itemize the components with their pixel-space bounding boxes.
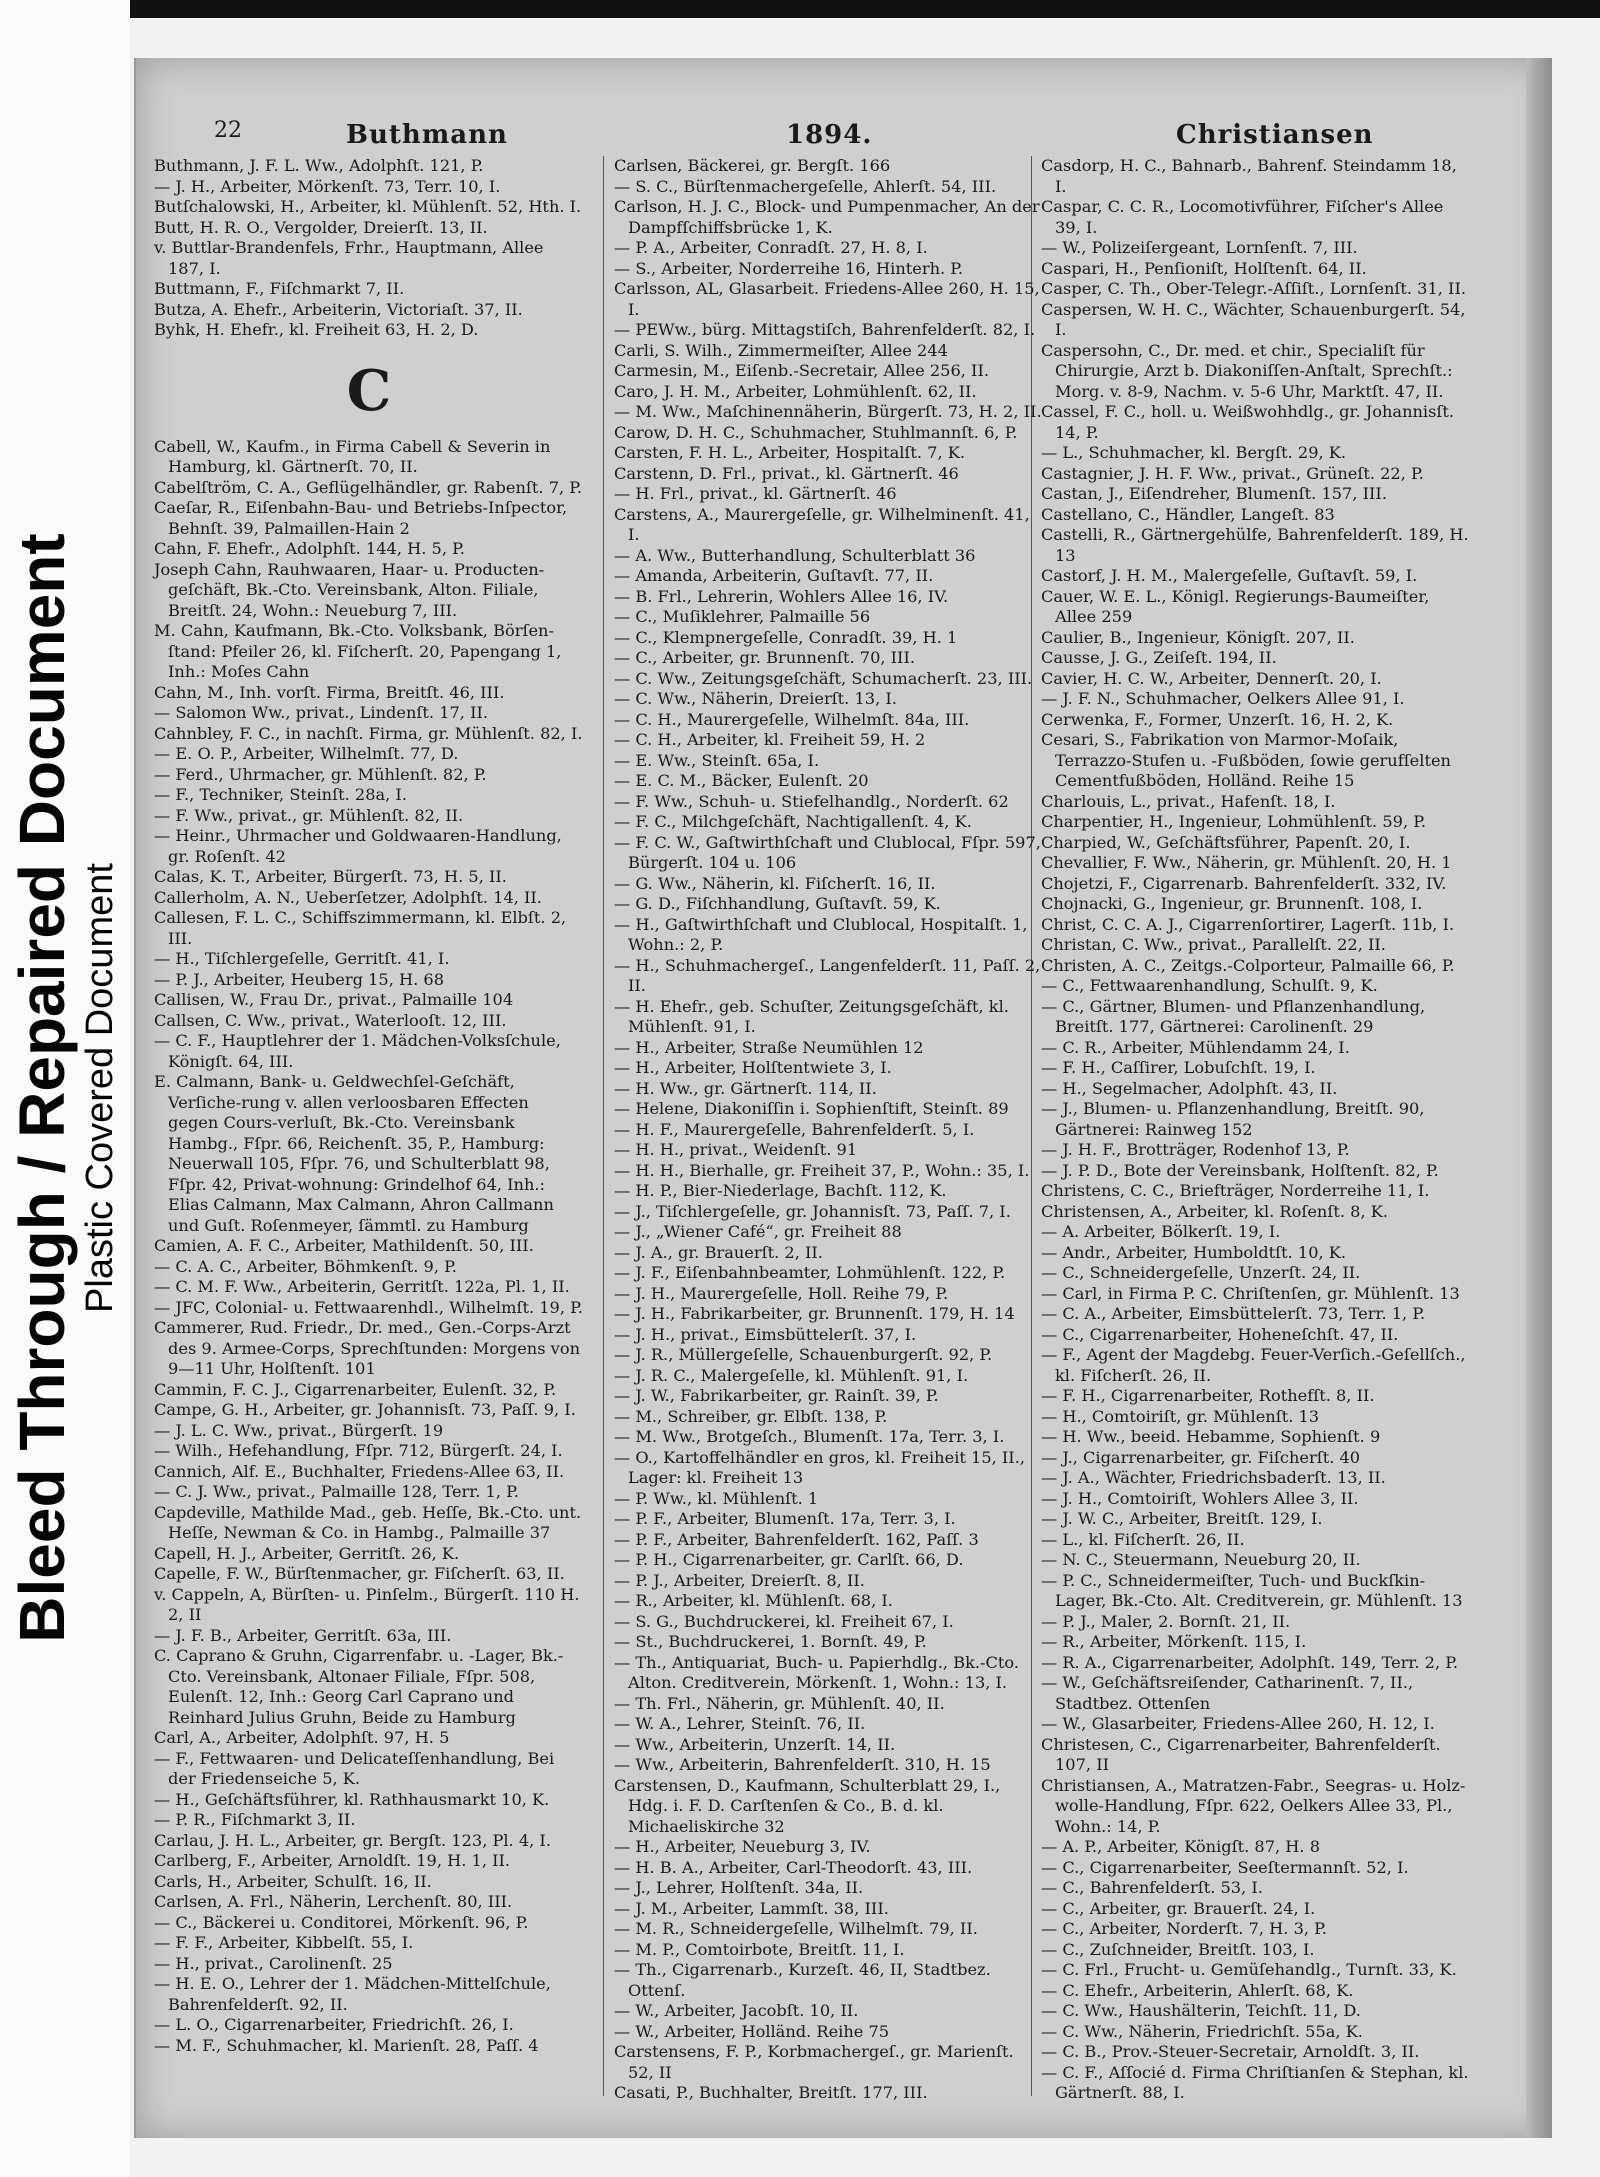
- directory-entry: — F., Agent der Magdebg. Feuer-Verſich.-Geſellſch., kl. Fiſcherſt. 26, II.: [1041, 1345, 1466, 1385]
- directory-entry: — P. J., Maler, 2. Bornſt. 21, II.: [1041, 1611, 1291, 1631]
- directory-entry: — C., Klempnergeſelle, Conradſt. 39, H. 1: [614, 627, 958, 647]
- directory-entry: — J., „Wiener Café“, gr. Freiheit 88: [614, 1222, 902, 1241]
- directory-entry: — C., Gärtner, Blumen- und Pflanzenhandlung, Breitſt. 177, Gärtnerei: Carolinenſt. 29: [1041, 996, 1426, 1036]
- header-left: Buthmann: [346, 120, 508, 150]
- directory-entry: Cahn, M., Inh. vorſt. Firma, Breitſt. 46, III.: [154, 682, 505, 702]
- directory-entry: Charpentier, H., Ingenieur, Lohmühlenſt. 59, P.: [1041, 812, 1426, 831]
- directory-entry: Christiansen, A., Matratzen-Fabr., Seegras- u. Holz-wolle-Handlung, Fſpr. 622, Oelkers Allee 33, Pl., Wohn.: 14, P.: [1041, 1775, 1466, 1836]
- directory-entry: — C. Ww., Näherin, Dreierſt. 13, I.: [614, 689, 897, 708]
- entry-list: [154, 156, 584, 341]
- directory-entry: — R. A., Cigarrenarbeiter, Adolphſt. 149, Terr. 2, P.: [1041, 1652, 1459, 1672]
- directory-entry: — P. R., Fiſchmarkt 3, II.: [154, 1810, 356, 1829]
- directory-entry: — J. A., gr. Brauerſt. 2, II.: [614, 1242, 823, 1262]
- directory-entry: — H. Ww., gr. Gärtnerſt. 114, II.: [614, 1078, 877, 1098]
- directory-entry: — H. B. A., Arbeiter, Carl-Theodorſt. 43, III.: [614, 1857, 973, 1877]
- directory-entry: Castan, J., Eiſendreher, Blumenſt. 157, III.: [1041, 484, 1387, 503]
- directory-entry: Carmesin, M., Eiſenb.-Secretair, Allee 256, II.: [614, 361, 989, 380]
- side-label: [7, 533, 123, 1642]
- directory-entry: Castorf, J. H. M., Malergeſelle, Guſtavſt. 59, I.: [1041, 566, 1418, 585]
- directory-entry: Carstens, A., Maurergeſelle, gr. Wilhelminenſt. 41, I.: [614, 504, 1030, 544]
- directory-entry: Chojetzi, F., Cigarrenarb. Bahrenfelderſt. 332, IV.: [1041, 873, 1447, 893]
- directory-page: [134, 58, 1552, 2138]
- directory-entry: — Andr., Arbeiter, Humboldtſt. 10, K.: [1041, 1242, 1347, 1262]
- directory-entry: Cammin, F. C. J., Cigarrenarbeiter, Eulenſt. 32, P.: [154, 1379, 557, 1399]
- section-letter: C: [346, 357, 392, 424]
- directory-entry: — W., Glasarbeiter, Friedens-Allee 260, H. 12, I.: [1041, 1714, 1435, 1733]
- directory-entry: Castellano, C., Händler, Langeſt. 83: [1041, 504, 1335, 524]
- directory-entry: — P. J., Arbeiter, Dreierſt. 8, II.: [614, 1570, 865, 1590]
- directory-entry: — N. C., Steuermann, Neueburg 20, II.: [1041, 1550, 1361, 1569]
- directory-entry: — P. A., Arbeiter, Conradſt. 27, H. 8, I.: [614, 238, 928, 257]
- directory-entry: Cerwenka, F., Former, Unzerſt. 16, H. 2, K.: [1041, 709, 1394, 729]
- directory-entry: Caeſar, R., Eiſenbahn-Bau- und Betriebs-Inſpector, Behnſt. 39, Palmaillen-Hain 2: [154, 498, 568, 538]
- directory-entry: Carls, H., Arbeiter, Schulſt. 16, II.: [154, 1871, 432, 1891]
- directory-entry: — P. F., Arbeiter, Blumenſt. 17a, Terr. 3, I.: [614, 1509, 956, 1528]
- directory-entry: — C., Bahrenfelderſt. 53, I.: [1041, 1878, 1263, 1897]
- directory-entry: — Wilh., Hefehandlung, Fſpr. 712, Bürgerſt. 24, I.: [154, 1441, 563, 1460]
- directory-entry: — H. Ww., beeid. Hebamme, Sophienſt. 9: [1041, 1427, 1381, 1446]
- directory-entry: Caspersohn, C., Dr. med. et chir., Specialiſt für Chirurgie, Arzt b. Diakoniſſen-Anſtalt, Sprechſt.: Morg. v. 8-9, Nachm. v. 5-6 Uhr, Marktſt. 47, II.: [1041, 340, 1453, 401]
- directory-entry: — Salomon Ww., privat., Lindenſt. 17, II.: [154, 703, 489, 722]
- directory-entry: — H. Ehefr., geb. Schuſter, Zeitungsgeſchäft, kl. Mühlenſt. 91, I.: [614, 996, 1009, 1036]
- directory-entry: — J. R., Müllergeſelle, Schauenburgerſt. 92, P.: [614, 1345, 993, 1364]
- directory-entry: Castagnier, J. H. F. Ww., privat., Grüneſt. 22, P.: [1041, 463, 1424, 483]
- directory-entry: — Th., Antiquariat, Buch- u. Papierhdlg., Bk.-Cto. Alton. Creditverein, Mörkenſt. 1, Wohn.: 13, I.: [614, 1652, 1019, 1692]
- directory-entry: Cauer, W. E. L., Königl. Regierungs-Baumeiſter, Allee 259: [1041, 586, 1430, 626]
- directory-entry: Carstensens, F. P., Korbmachergeſ., gr. Marienſt. 52, II: [614, 2042, 1014, 2082]
- directory-entry: — H., Tiſchlergeſelle, Gerritſt. 41, I.: [154, 949, 450, 968]
- directory-entry: — M. R., Schneidergeſelle, Wilhelmſt. 79, II.: [614, 1919, 978, 1938]
- directory-entry: — JFC, Colonial- u. Fettwaarenhdl., Wilhelmſt. 19, P.: [154, 1297, 583, 1317]
- directory-entry: — Amanda, Arbeiterin, Guſtavſt. 77, II.: [614, 566, 934, 585]
- directory-entry: — Ww., Arbeiterin, Unzerſt. 14, II.: [614, 1734, 896, 1754]
- directory-entry: — C. Ww., Zeitungsgeſchäft, Schumacherſt. 23, III.: [614, 668, 1033, 688]
- directory-entry: — F., Techniker, Steinſt. 28a, I.: [154, 785, 407, 804]
- page-edge: [1526, 58, 1552, 2138]
- column-rule: [603, 156, 604, 2096]
- directory-entry: Carlsson, AL, Glasarbeit. Friedens-Allee 260, H. 15, I.: [614, 279, 1040, 319]
- directory-entry: — M. Ww., Brotgeſch., Blumenſt. 17a, Terr. 3, I.: [614, 1427, 1005, 1446]
- directory-entry: — J. A., Wächter, Friedrichsbaderſt. 13, II.: [1041, 1468, 1386, 1487]
- directory-entry: — E. O. P., Arbeiter, Wilhelmſt. 77, D.: [154, 744, 459, 763]
- directory-entry: — PEWw., bürg. Mittagstiſch, Bahrenfelderſt. 82, I.: [614, 320, 1036, 339]
- directory-entry: Charlouis, L., privat., Hafenſt. 18, I.: [1041, 791, 1336, 811]
- directory-entry: — M. F., Schuhmacher, kl. Marienſt. 28, Paſſ. 4: [154, 2035, 539, 2055]
- directory-entry: — S. G., Buchdruckerei, kl. Freiheit 67, I.: [614, 1611, 954, 1631]
- directory-entry: — H., Comtoiriſt, gr. Mühlenſt. 13: [1041, 1406, 1320, 1426]
- directory-entry: Calas, K. T., Arbeiter, Bürgerſt. 73, H. 5, II.: [154, 867, 507, 886]
- directory-entry: v. Buttlar-Brandenfels, Frhr., Hauptmann, Allee 187, I.: [154, 238, 544, 278]
- directory-entry: Carli, S. Wilh., Zimmermeiſter, Allee 244: [614, 340, 948, 360]
- directory-entry: — C. Frl., Frucht- u. Gemüſehandlg., Turnſt. 33, K.: [1041, 1960, 1457, 1979]
- directory-entry: — C. M. F. Ww., Arbeiterin, Gerritſt. 122a, Pl. 1, II.: [154, 1277, 570, 1296]
- directory-entry: — J., Blumen- u. Pflanzenhandlung, Breitſt. 90, Gärtnerei: Rainweg 152: [1041, 1099, 1425, 1139]
- directory-entry: Caro, J. H. M., Arbeiter, Lohmühlenſt. 62, II.: [614, 381, 977, 401]
- directory-entry: — S. C., Bürſtenmachergeſelle, Ahlerſt. 54, III.: [614, 176, 997, 196]
- directory-entry: Carsten, F. H. L., Arbeiter, Hospitalſt. 7, K.: [614, 443, 966, 462]
- directory-entry: — Ferd., Uhrmacher, gr. Mühlenſt. 82, P.: [154, 764, 487, 784]
- directory-entry: Callesen, F. L. C., Schiffszimmermann, kl. Elbſt. 2, III.: [154, 908, 567, 948]
- directory-entry: — C., Zuſchneider, Breitſt. 103, I.: [1041, 1939, 1315, 1959]
- directory-entry: Casati, P., Buchhalter, Breitſt. 177, III.: [614, 2083, 928, 2102]
- header-center: 1894.: [786, 120, 873, 150]
- directory-entry: — L., kl. Fiſcherſt. 26, II.: [1041, 1529, 1245, 1549]
- directory-entry: — C. H., Maurergeſelle, Wilhelmſt. 84a, III.: [614, 709, 970, 729]
- directory-entry: E. Calmann, Bank- u. Geldwechſel-Geſchäft, Verſiche-rung v. allen verloosbaren Effecten gegen Cours-verluſt, Bk.-Cto. Vereinsbank Hambg., Fſpr. 66, Reichenſt. 35, P., Hamburg: Neuerwall 105, Fſpr. 76, und Schulterblatt 98, Fſpr. 42, Privat-wohnung: Grindelhof 64, Inh.: Elias Calmann, Max Calmann, Ahron Callmann und Guſt. Roſenmeyer, ſämmtl. zu Hamburg: [154, 1072, 554, 1235]
- directory-entry: C. Caprano & Gruhn, Cigarrenfabr. u. -Lager, Bk.-Cto. Vereinsbank, Altonaer Filiale, Fſpr. 508, Eulenſt. 12, Inh.: Georg Carl Caprano und Reinhard Julius Gruhn, Beide zu Hamburg: [154, 1646, 564, 1727]
- directory-entry: — C., Schneidergeſelle, Unzerſt. 24, II.: [1041, 1263, 1361, 1282]
- directory-entry: — C. J. Ww., privat., Palmaille 128, Terr. 1, P.: [154, 1482, 519, 1501]
- directory-entry: Byhk, H. Ehefr., kl. Freiheit 63, H. 2, D.: [154, 320, 479, 339]
- directory-entry: — O., Kartoffelhändler en gros, kl. Freiheit 15, II., Lager: kl. Freiheit 13: [614, 1447, 1025, 1487]
- directory-entry: Christens, C. C., Briefträger, Norderreihe 11, I.: [1041, 1181, 1430, 1200]
- directory-entry: Castelli, R., Gärtnergehülfe, Bahrenfelderſt. 189, H. 13: [1041, 525, 1469, 565]
- directory-entry: — F. C. W., Gaſtwirthſchaft und Clublocal, Fſpr. 597, Bürgerſt. 104 u. 106: [614, 832, 1041, 872]
- directory-entry: — L. O., Cigarrenarbeiter, Friedrichſt. 26, I.: [154, 2015, 514, 2034]
- directory-entry: — H., Gaſtwirthſchaft und Clublocal, Hospitalſt. 1, Wohn.: 2, P.: [614, 914, 1028, 954]
- directory-entry: Casper, C. Th., Ober-Telegr.-Aſſiſt., Lornſenſt. 31, II.: [1041, 279, 1466, 298]
- directory-entry: — J. H., Arbeiter, Mörkenſt. 73, Terr. 10, I.: [154, 176, 501, 196]
- directory-entry: v. Cappeln, A, Bürſten- u. Pinſelm., Bürgerſt. 110 H. 2, II: [154, 1584, 580, 1624]
- directory-entry: — F. H., Cigarrenarbeiter, Rothefſt. 8, II.: [1041, 1386, 1375, 1405]
- directory-entry: — Helene, Diakoniſſin i. Sophienſtift, Steinſt. 89: [614, 1099, 1009, 1118]
- directory-entry: — C. A., Arbeiter, Eimsbüttelerſt. 73, Terr. 1, P.: [1041, 1304, 1426, 1323]
- directory-entry: — J. R. C., Malergeſelle, kl. Mühlenſt. 91, I.: [614, 1365, 969, 1385]
- directory-entry: — P. Ww., kl. Mühlenſt. 1: [614, 1488, 819, 1508]
- directory-entry: — C., Fettwaarenhandlung, Schulſt. 9, K.: [1041, 976, 1378, 995]
- directory-entry: — A. P., Arbeiter, Königſt. 87, H. 8: [1041, 1837, 1320, 1856]
- directory-entry: — C. B., Prov.-Steuer-Secretair, Arnoldſt. 3, II.: [1041, 2042, 1420, 2061]
- directory-entry: — H. H., privat., Weidenſt. 91: [614, 1140, 858, 1159]
- directory-entry: — H., Arbeiter, Holſtentwiete 3, I.: [614, 1058, 892, 1077]
- directory-entry: — Ww., Arbeiterin, Bahrenfelderſt. 310, H. 15: [614, 1755, 991, 1774]
- directory-entry: Caspar, C. C. R., Locomotivführer, Fiſcher's Allee 39, I.: [1041, 197, 1444, 237]
- directory-entry: Cabell, W., Kaufm., in Firma Cabell & Severin in Hamburg, kl. Gärtnerſt. 70, II.: [154, 436, 551, 476]
- directory-entry: Capelle, F. W., Bürſtenmacher, gr. Fiſcherſt. 63, II.: [154, 1564, 565, 1583]
- directory-entry: M. Cahn, Kaufmann, Bk.-Cto. Volksbank, Börſen-ſtand: Pfeiler 26, kl. Fiſcherſt. 20, Papengang 1, Inh.: Moſes Cahn: [154, 621, 562, 681]
- directory-entry: — H., Arbeiter, Neueburg 3, IV.: [614, 1837, 871, 1856]
- directory-entry: — J. H., privat., Eimsbüttelerſt. 37, I.: [614, 1324, 917, 1344]
- directory-entry: Buthmann, J. F. L. Ww., Adolphſt. 121, P.: [154, 156, 484, 175]
- directory-entry: Charpied, W., Geſchäftsführer, Papenſt. 20, I.: [1041, 832, 1411, 852]
- directory-entry: Cannich, Alf. E., Buchhalter, Friedens-Allee 63, II.: [154, 1461, 565, 1481]
- column-3: [1041, 156, 1471, 2104]
- directory-entry: — C. Ww., Haushälterin, Teichſt. 11, D.: [1041, 2001, 1361, 2020]
- directory-entry: Carl, A., Arbeiter, Adolphſt. 97, H. 5: [154, 1728, 450, 1747]
- directory-entry: — W., Geſchäftsreiſender, Catharinenſt. 7, II., Stadtbez. Ottenſen: [1041, 1673, 1414, 1713]
- column-2: [614, 156, 1044, 2104]
- directory-entry: — A. Ww., Butterhandlung, Schulterblatt 36: [614, 545, 976, 565]
- directory-entry: — C., Arbeiter, gr. Brunnenſt. 70, III.: [614, 648, 915, 667]
- directory-entry: Butt, H. R. O., Vergolder, Dreierſt. 13, II.: [154, 217, 488, 237]
- directory-entry: — B. Frl., Lehrerin, Wohlers Allee 16, IV.: [614, 586, 949, 606]
- directory-entry: Capdeville, Mathilde Mad., geb. Heſſe, Bk.-Cto. unt. Heſſe, Newman & Co. in Hambg., Palmaille 37: [154, 1502, 582, 1542]
- directory-entry: Christan, C. Ww., privat., Parallelſt. 22, II.: [1041, 935, 1386, 954]
- directory-entry: — W., Polizeiſergeant, Lornſenſt. 7, III.: [1041, 238, 1358, 257]
- directory-entry: — H. F., Maurergeſelle, Bahrenfelderſt. 5, I.: [614, 1119, 975, 1139]
- directory-entry: — F. Ww., privat., gr. Mühlenſt. 82, II.: [154, 805, 464, 825]
- directory-entry: — A. Arbeiter, Bölkerſt. 19, I.: [1041, 1222, 1281, 1241]
- directory-entry: — H. H., Bierhalle, gr. Freiheit 37, P., Wohn.: 35, I.: [614, 1160, 1030, 1180]
- directory-entry: Joseph Cahn, Rauhwaaren, Haar- u. Producten-geſchäft, Bk.-Cto. Vereinsbank, Alton. Filiale, Breitſt. 24, Wohn.: Neueburg 7, III.: [154, 559, 545, 620]
- directory-entry: Cammerer, Rud. Friedr., Dr. med., Gen.-Corps-Arzt des 9. Armee-Corps, Sprechſtunden: Morgens von 9—11 Uhr, Holſtenſt. 101: [154, 1318, 580, 1378]
- directory-entry: — H., Segelmacher, Adolphſt. 43, II.: [1041, 1078, 1338, 1098]
- directory-entry: — C. F., Aſſocié d. Firma Chriſtianſen & Stephan, kl. Gärtnerſt. 88, I.: [1041, 2062, 1469, 2102]
- directory-entry: Butza, A. Ehefr., Arbeiterin, Victoriaſt. 37, II.: [154, 299, 523, 319]
- directory-entry: — J., Lehrer, Holſtenſt. 34a, II.: [614, 1878, 864, 1897]
- directory-entry: Butſchalowski, H., Arbeiter, kl. Mühlenſt. 52, Hth. I.: [154, 197, 582, 216]
- directory-entry: — J. W., Fabrikarbeiter, gr. Rainſt. 39, P.: [614, 1386, 939, 1405]
- top-strip: [0, 0, 1600, 18]
- directory-entry: — H. Frl., privat., kl. Gärtnerſt. 46: [614, 484, 897, 503]
- directory-entry: — Carl, in Firma P. C. Chriſtenſen, gr. Mühlenſt. 13: [1041, 1283, 1460, 1303]
- directory-entry: — C. H., Arbeiter, kl. Freiheit 59, H. 2: [614, 730, 926, 749]
- directory-entry: — C. F., Hauptlehrer der 1. Mädchen-Volksſchule, Königſt. 64, III.: [154, 1031, 561, 1071]
- directory-entry: Carlsen, Bäckerei, gr. Bergſt. 166: [614, 156, 891, 175]
- directory-entry: — M., Schreiber, gr. Elbſt. 138, P.: [614, 1406, 888, 1426]
- directory-entry: — F. H., Caſſirer, Lobuſchſt. 19, I.: [1041, 1058, 1316, 1077]
- directory-entry: Campe, G. H., Arbeiter, gr. Johannisſt. 73, Paſſ. 9, I.: [154, 1400, 576, 1419]
- directory-entry: Cesari, S., Fabrikation von Marmor-Moſaik, Terrazzo-Stufen u. -Fußböden, ſowie gerufſelten Cementfußböden, Holländ. Reihe 15: [1041, 730, 1451, 790]
- directory-entry: — J. F., Eiſenbahnbeamter, Lohmühlenſt. 122, P.: [614, 1263, 1006, 1282]
- directory-entry: Carlsen, A. Frl., Näherin, Lerchenſt. 80, III.: [154, 1892, 513, 1911]
- directory-entry: — P. J., Arbeiter, Heuberg 15, H. 68: [154, 969, 444, 989]
- directory-entry: — S., Arbeiter, Norderreihe 16, Hinterh. P.: [614, 258, 964, 278]
- directory-entry: Cahn, F. Ehefr., Adolphſt. 144, H. 5, P.: [154, 539, 465, 558]
- directory-entry: — H., privat., Carolinenſt. 25: [154, 1953, 393, 1973]
- directory-entry: Caulier, B., Ingenieur, Königſt. 207, II.: [1041, 627, 1355, 647]
- directory-entry: — Th., Cigarrenarb., Kurzeſt. 46, II, Stadtbez. Ottenſ.: [614, 1960, 991, 2000]
- directory-entry: — F. C., Milchgeſchäft, Nachtigallenſt. 4, K.: [614, 812, 972, 831]
- directory-entry: — F. F., Arbeiter, Kibbelſt. 55, I.: [154, 1933, 414, 1952]
- directory-entry: — E. Ww., Steinſt. 65a, I.: [614, 750, 820, 770]
- directory-entry: — H., Schuhmachergeſ., Langenfelderſt. 11, Paſſ. 2, II.: [614, 955, 1041, 995]
- directory-entry: — W., Arbeiter, Jacobſt. 10, II.: [614, 2001, 859, 2020]
- directory-entry: Cassel, F. C., holl. u. Weißwohhdlg., gr. Johannisſt. 14, P.: [1041, 402, 1455, 442]
- directory-entry: — M. P., Comtoirbote, Breitſt. 11, I.: [614, 1939, 905, 1959]
- column-1: [154, 156, 584, 2056]
- directory-entry: Christesen, C., Cigarrenarbeiter, Bahrenfelderſt. 107, II: [1041, 1734, 1441, 1774]
- directory-entry: — H., Geſchäftsführer, kl. Rathhausmarkt 10, K.: [154, 1789, 550, 1809]
- directory-entry: Carlau, J. H. L., Arbeiter, gr. Bergſt. 123, Pl. 4, I.: [154, 1830, 551, 1850]
- side-label-line-2: Plastic Covered Document: [79, 863, 121, 1313]
- side-label-line-1: Bleed Through / Repaired Document: [6, 533, 78, 1643]
- directory-entry: — R., Arbeiter, Mörkenſt. 115, I.: [1041, 1632, 1307, 1651]
- entry-list: [614, 156, 1044, 2104]
- directory-entry: — H., Arbeiter, Straße Neumühlen 12: [614, 1037, 924, 1057]
- directory-entry: Callisen, W., Frau Dr., privat., Palmaille 104: [154, 990, 514, 1009]
- directory-entry: — J. H. F., Brotträger, Rodenhof 13, P.: [1041, 1140, 1350, 1159]
- directory-entry: Carstensen, D., Kaufmann, Schulterblatt 29, I., Hdg. i. F. D. Carſtenſen & Co., B. d. kl. Michaeliskirche 32: [614, 1775, 1001, 1836]
- directory-entry: Cabelſtröm, C. A., Geflügelhändler, gr. Rabenſt. 7, P.: [154, 477, 583, 497]
- directory-entry: — G. Ww., Näherin, kl. Fiſcherſt. 16, II.: [614, 873, 936, 893]
- directory-entry: — W., Arbeiter, Holländ. Reihe 75: [614, 2021, 890, 2041]
- directory-entry: — J. W. C., Arbeiter, Breitſt. 129, I.: [1041, 1509, 1323, 1528]
- directory-entry: — C., Cigarrenarbeiter, Hoheneſchſt. 47, II.: [1041, 1324, 1399, 1344]
- directory-entry: Callsen, C. Ww., privat., Waterlooſt. 12, III.: [154, 1010, 507, 1030]
- directory-entry: Christensen, A., Arbeiter, kl. Roſenſt. 8, K.: [1041, 1201, 1388, 1221]
- directory-entry: — C., Arbeiter, Norderſt. 7, H. 3, P.: [1041, 1919, 1327, 1938]
- directory-entry: — C., Muſiklehrer, Palmaille 56: [614, 607, 871, 626]
- directory-entry: — J. H., Fabrikarbeiter, gr. Brunnenſt. 179, H. 14: [614, 1304, 1015, 1323]
- directory-entry: — J. H., Maurergeſelle, Holl. Reihe 79, P.: [614, 1283, 949, 1303]
- directory-entry: — St., Buchdruckerei, 1. Bornſt. 49, P.: [614, 1632, 927, 1651]
- directory-entry: Caspari, H., Penſioniſt, Holſtenſt. 64, II.: [1041, 258, 1367, 278]
- directory-entry: Caspersen, W. H. C., Wächter, Schauenburgerſt. 54, I.: [1041, 299, 1466, 339]
- directory-entry: — J., Cigarrenarbeiter, gr. Fiſcherſt. 40: [1041, 1447, 1361, 1467]
- header-right: Christiansen: [1176, 120, 1374, 150]
- directory-entry: — C. Ww., Näherin, Friedrichſt. 55a, K.: [1041, 2021, 1363, 2041]
- directory-entry: Causse, J. G., Zeiſeſt. 194, II.: [1041, 648, 1277, 667]
- directory-entry: Cahnbley, F. C., in nachſt. Firma, gr. Mühlenſt. 82, I.: [154, 723, 583, 743]
- directory-entry: Carlberg, F., Arbeiter, Arnoldſt. 19, H. 1, II.: [154, 1851, 511, 1870]
- directory-entry: — C. R., Arbeiter, Mühlendamm 24, I.: [1041, 1037, 1350, 1057]
- directory-entry: — P. H., Cigarrenarbeiter, gr. Carlſt. 66, D.: [614, 1550, 964, 1569]
- directory-entry: — C., Arbeiter, gr. Brauerſt. 24, I.: [1041, 1898, 1316, 1918]
- directory-entry: — P. F., Arbeiter, Bahrenfelderſt. 162, Paſſ. 3: [614, 1529, 979, 1549]
- directory-entry: Buttmann, F., Fiſchmarkt 7, II.: [154, 279, 405, 298]
- directory-entry: Christ, C. C. A. J., Cigarrenſortirer, Lagerſt. 11b, I.: [1041, 914, 1455, 934]
- directory-entry: Callerholm, A. N., Ueberſetzer, Adolphſt. 14, II.: [154, 887, 542, 907]
- side-label-band: [0, 0, 130, 2177]
- directory-entry: — J., Tiſchlergeſelle, gr. Johannisſt. 73, Paſſ. 7, I.: [614, 1201, 1011, 1221]
- directory-entry: — H. P., Bier-Niederlage, Bachſt. 112, K.: [614, 1181, 947, 1200]
- directory-entry: — J. P. D., Bote der Vereinsbank, Holſtenſt. 82, P.: [1041, 1160, 1439, 1180]
- directory-entry: — J. F. B., Arbeiter, Gerritſt. 63a, III.: [154, 1625, 452, 1645]
- directory-entry: — H. E. O., Lehrer der 1. Mädchen-Mittelſchule, Bahrenfelderſt. 92, II.: [154, 1974, 551, 2014]
- directory-entry: — C. A. C., Arbeiter, Böhmkenſt. 9, P.: [154, 1256, 457, 1276]
- directory-entry: Cavier, H. C. W., Arbeiter, Dennerſt. 20, I.: [1041, 668, 1382, 688]
- directory-entry: — J. F. N., Schuhmacher, Oelkers Allee 91, I.: [1041, 689, 1405, 708]
- directory-entry: — Heinr., Uhrmacher und Goldwaaren-Handlung, gr. Roſenſt. 42: [154, 826, 562, 866]
- directory-entry: Camien, A. F. C., Arbeiter, Mathildenſt. 50, III.: [154, 1236, 534, 1255]
- directory-entry: — L., Schuhmacher, kl. Bergſt. 29, K.: [1041, 443, 1347, 462]
- directory-entry: — C., Bäckerei u. Conditorei, Mörkenſt. 96, P.: [154, 1912, 529, 1932]
- directory-entry: — G. D., Fiſchhandlung, Guſtavſt. 59, K.: [614, 894, 941, 913]
- directory-entry: — W. A., Lehrer, Steinſt. 76, II.: [614, 1714, 866, 1733]
- directory-entry: Chojnacki, G., Ingenieur, gr. Brunnenſt. 108, I.: [1041, 894, 1423, 913]
- directory-entry: — F. Ww., Schuh- u. Stiefelhandlg., Norderſt. 62: [614, 791, 1009, 811]
- directory-entry: Casdorp, H. C., Bahnarb., Bahrenf. Steindamm 18, I.: [1041, 156, 1457, 196]
- directory-entry: Christen, A. C., Zeitgs.-Colporteur, Palmaille 66, P.: [1041, 955, 1455, 975]
- directory-entry: — F., Fettwaaren- und Delicateſſenhandlung, Bei der Friedenseiche 5, K.: [154, 1748, 555, 1788]
- entry-list: [1041, 156, 1471, 2104]
- page-number: 22: [214, 118, 242, 143]
- directory-entry: — C. Ehefr., Arbeiterin, Ahlerſt. 68, K.: [1041, 1980, 1354, 2000]
- directory-entry: Carstenn, D. Frl., privat., kl. Gärtnerſt. 46: [614, 463, 959, 483]
- directory-entry: — C., Cigarrenarbeiter, Seeſtermannſt. 52, I.: [1041, 1857, 1409, 1877]
- directory-entry: Carlson, H. J. C., Block- und Pumpenmacher, An der Dampfſchiffsbrücke 1, K.: [614, 197, 1040, 237]
- directory-entry: — J. M., Arbeiter, Lammſt. 38, III.: [614, 1898, 889, 1918]
- directory-entry: Capell, H. J., Arbeiter, Gerritſt. 26, K.: [154, 1543, 460, 1563]
- directory-entry: — J. H., Comtoiriſt, Wohlers Allee 3, II.: [1041, 1488, 1359, 1508]
- directory-entry: — Th. Frl., Näherin, gr. Mühlenſt. 40, II.: [614, 1693, 945, 1713]
- directory-entry: — P. C., Schneidermeiſter, Tuch- und Buckſkin-Lager, Bk.-Cto. Alt. Creditverein, gr. Mühlenſt. 13: [1041, 1570, 1463, 1610]
- entry-list: [154, 437, 584, 2057]
- directory-entry: — E. C. M., Bäcker, Eulenſt. 20: [614, 771, 869, 790]
- directory-entry: — R., Arbeiter, kl. Mühlenſt. 68, I.: [614, 1591, 893, 1610]
- directory-entry: — J. L. C. Ww., privat., Bürgerſt. 19: [154, 1420, 444, 1440]
- directory-entry: Chevallier, F. Ww., Näherin, gr. Mühlenſt. 20, H. 1: [1041, 853, 1452, 872]
- directory-entry: — M. Ww., Maſchinennäherin, Bürgerſt. 73, H. 2, II.: [614, 402, 1042, 421]
- directory-entry: Carow, D. H. C., Schuhmacher, Stuhlmannſt. 6, P.: [614, 422, 1018, 442]
